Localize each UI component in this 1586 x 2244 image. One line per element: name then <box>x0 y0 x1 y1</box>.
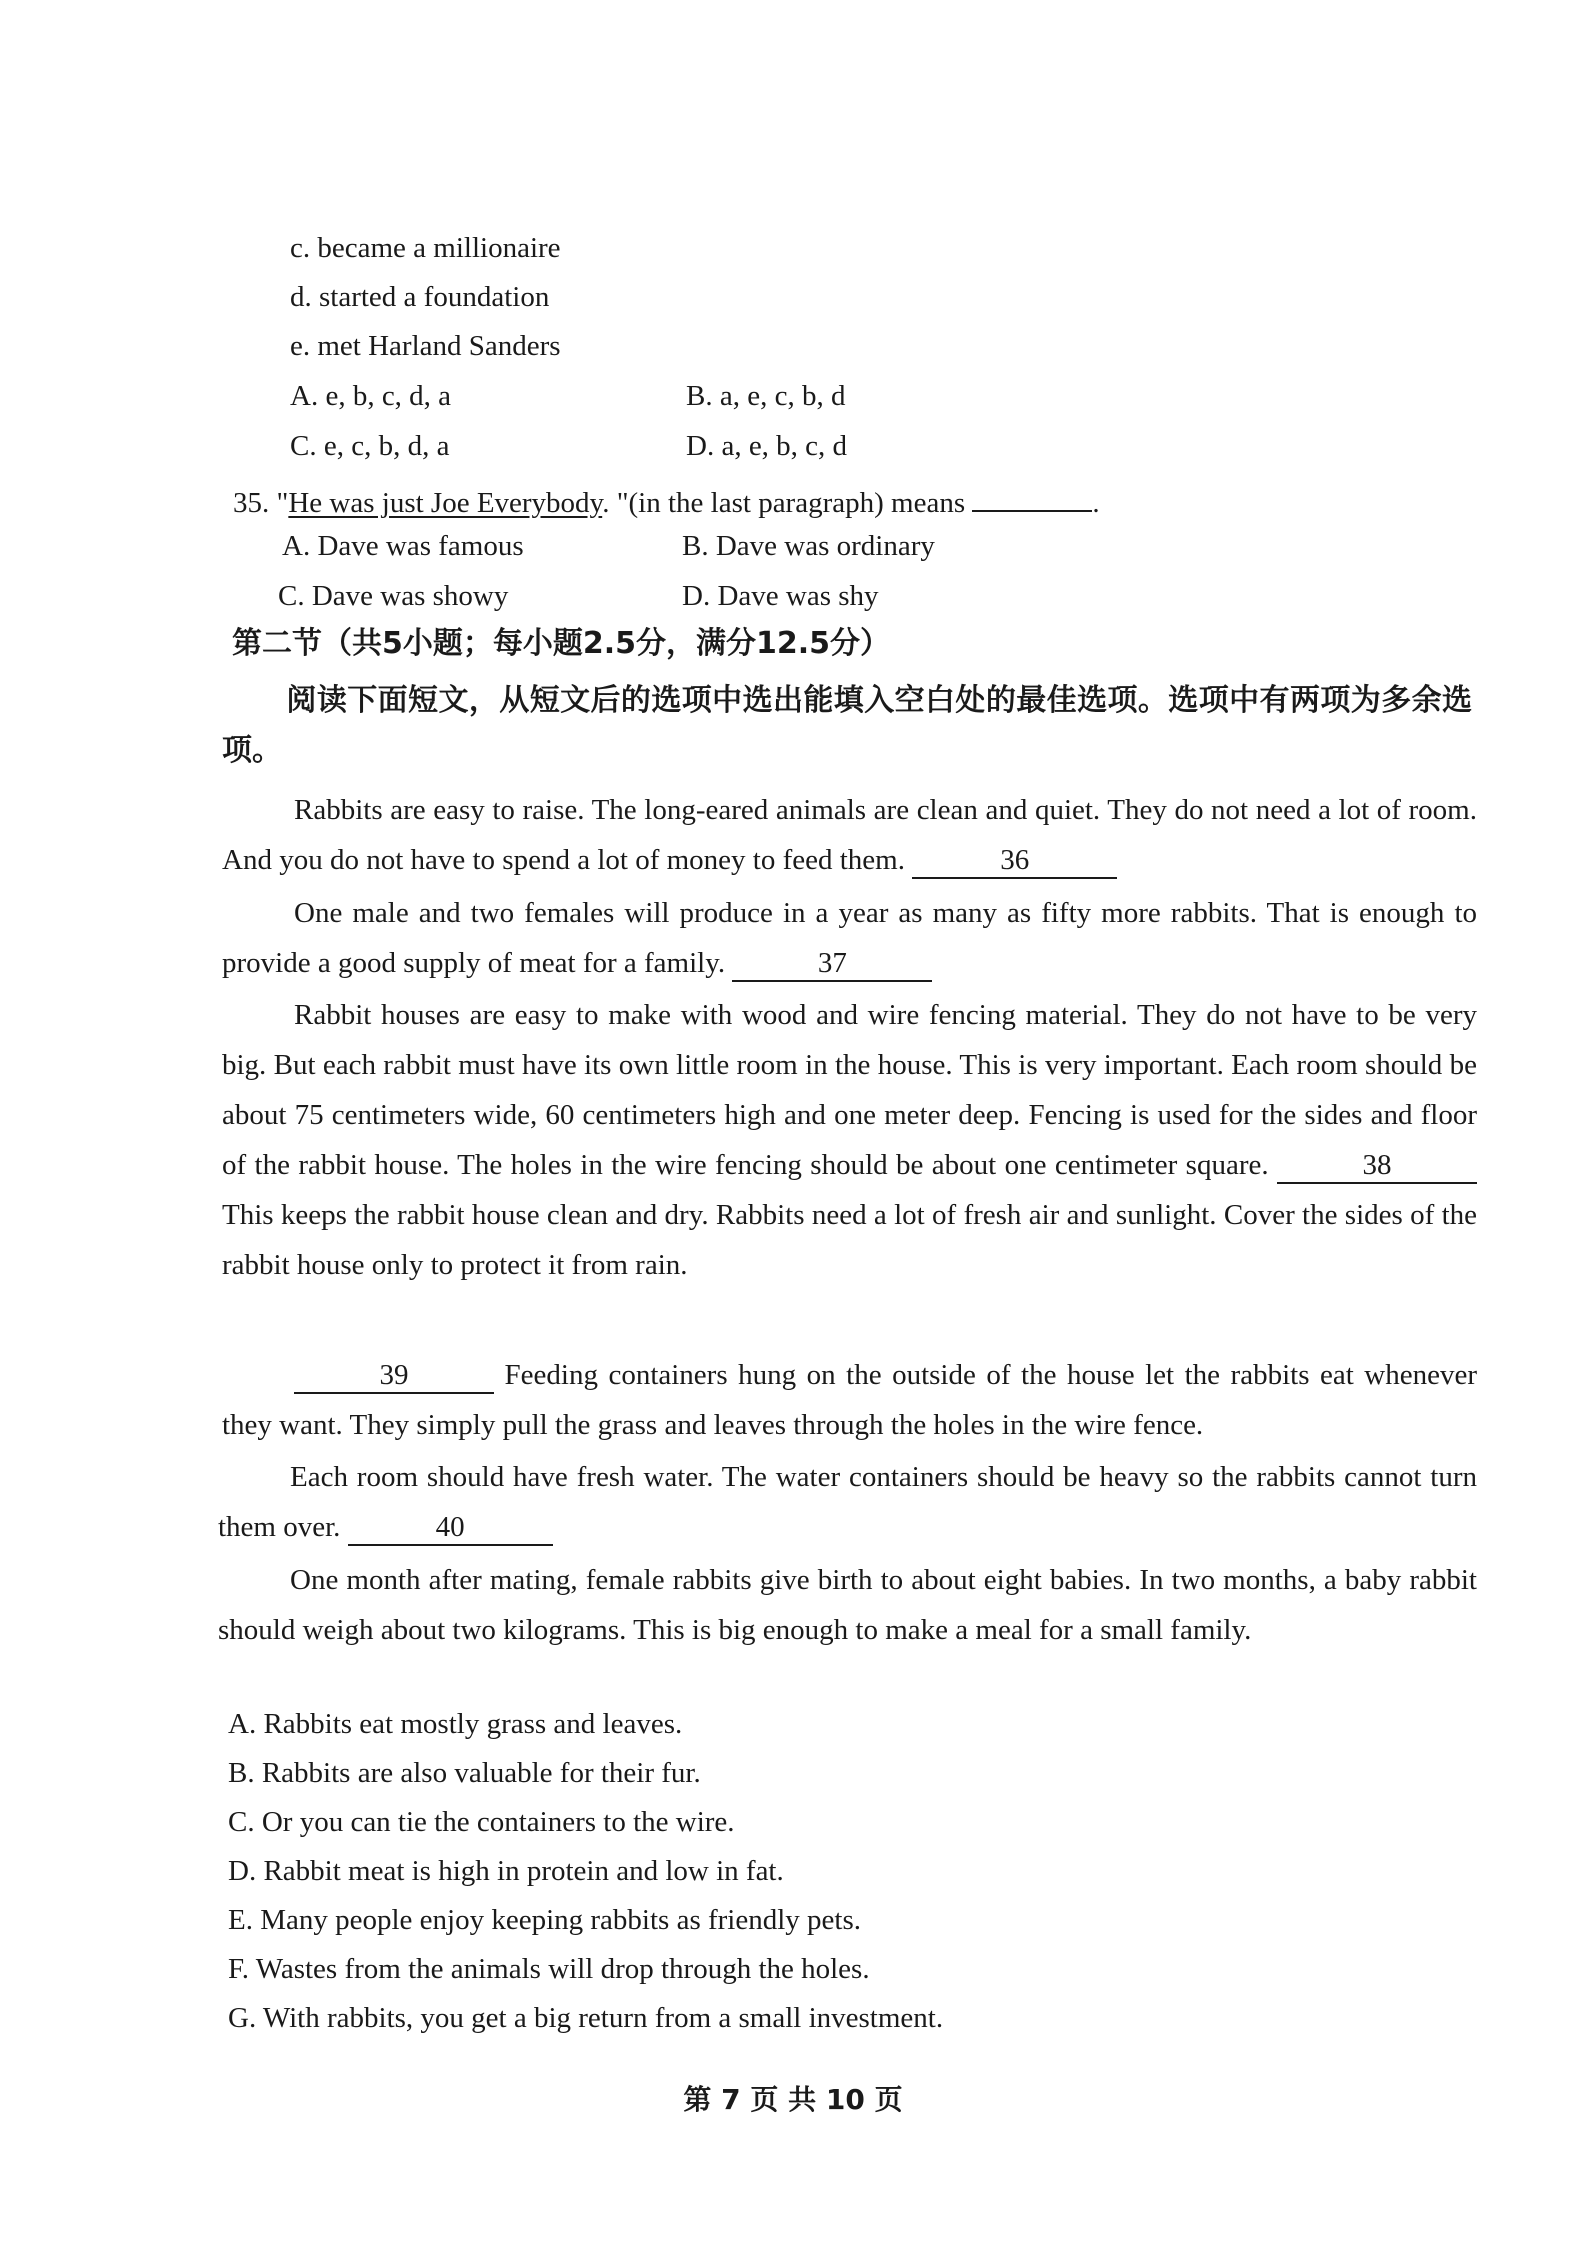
q35-rest: . "(in the last paragraph) means <box>602 487 966 519</box>
passage-paragraph-5 <box>218 1452 1477 1552</box>
q35-end: . <box>1092 487 1100 519</box>
q35-number: 35. " <box>233 487 289 519</box>
q35-option-a: A. Dave was famous <box>282 530 524 562</box>
option-d: D. Rabbit meat is high in protein and low in fat. <box>228 1855 784 1887</box>
blank-36[interactable]: 36 <box>912 845 1117 879</box>
blank-37[interactable]: 37 <box>732 948 932 982</box>
q35-option-d: D. Dave was shy <box>682 580 879 612</box>
q34-item-d: d. started a foundation <box>290 281 550 313</box>
page-footer: 第 7 页 共 10 页 <box>683 2083 903 2116</box>
paragraph-3-text-b: This keeps the rabbit house clean and dry. Rabbits need a lot of fresh air and sunlight. Cover the sides of the rabbit house only to protect it from rain. <box>222 1199 1477 1281</box>
option-b: B. Rabbits are also valuable for their fur. <box>228 1757 701 1789</box>
paragraph-4-text: Feeding containers hung on the outside of the house let the rabbits eat whenever they want. They simply pull the grass and leaves through the holes in the wire fence. <box>222 1359 1478 1441</box>
q34-option-b: B. a, e, c, b, d <box>686 380 846 412</box>
passage-paragraph-6 <box>218 1555 1477 1655</box>
option-a: A. Rabbits eat mostly grass and leaves. <box>228 1708 683 1740</box>
q35-answer-blank[interactable] <box>972 478 1092 512</box>
blank-39[interactable]: 39 <box>294 1360 494 1394</box>
passage-paragraph-1 <box>222 785 1477 885</box>
blank-38[interactable]: 38 <box>1277 1150 1477 1184</box>
passage-paragraph-4 <box>222 1350 1477 1450</box>
q35-quote: He was just Joe Everybody <box>288 487 603 519</box>
paragraph-6-text: One month after mating, female rabbits give birth to about eight babies. In two months, a baby rabbit should weigh about two kilograms. This is big enough to make a meal for a small family. <box>218 1564 1477 1646</box>
q35-option-b: B. Dave was ordinary <box>682 530 935 562</box>
option-g: G. With rabbits, you get a big return from a small investment. <box>228 2002 944 2034</box>
q35-stem <box>233 478 1100 521</box>
q34-item-c: c. became a millionaire <box>290 232 561 264</box>
q34-option-a: A. e, b, c, d, a <box>290 380 452 412</box>
option-c: C. Or you can tie the containers to the wire. <box>228 1806 735 1838</box>
section-heading: 第二节（共5小题；每小题2.5分，满分12.5分） <box>232 626 891 661</box>
paragraph-1-text: Rabbits are easy to raise. The long-eared animals are clean and quiet. They do not need a lot of room. And you do not have to spend a lot of money to feed them. <box>222 794 1477 876</box>
passage-paragraph-3 <box>222 990 1477 1290</box>
passage-paragraph-2 <box>222 888 1477 988</box>
blank-40[interactable]: 40 <box>348 1512 553 1546</box>
option-e: E. Many people enjoy keeping rabbits as friendly pets. <box>228 1904 862 1936</box>
paragraph-2-text: One male and two females will produce in a year as many as fifty more rabbits. That is enough to provide a good supply of meat for a family. <box>222 897 1477 979</box>
paragraph-3-text-a: Rabbit houses are easy to make with wood and wire fencing material. They do not have to be very big. But each rabbit must have its own little room in the house. This is very important. Each room should be about 75 centimeters wide, 60 centimeters high and one meter deep. Fencing is used for the sides and floor of the rabbit house. The holes in the wire fencing should be about one centimeter square. <box>222 999 1477 1181</box>
paragraph-5-text: Each room should have fresh water. The water containers should be heavy so the rabbits cannot turn them over. <box>218 1461 1477 1543</box>
q34-option-c: C. e, c, b, d, a <box>290 430 450 462</box>
section-instruction <box>222 676 1472 776</box>
section-instruction-text: 阅读下面短文，从短文后的选项中选出能填入空白处的最佳选项。选项中有两项为多余选项。 <box>222 683 1472 768</box>
q34-option-d: D. a, e, b, c, d <box>686 430 848 462</box>
option-f: F. Wastes from the animals will drop through the holes. <box>228 1953 870 1985</box>
q35-option-c: C. Dave was showy <box>278 580 509 612</box>
q34-item-e: e. met Harland Sanders <box>290 330 561 362</box>
